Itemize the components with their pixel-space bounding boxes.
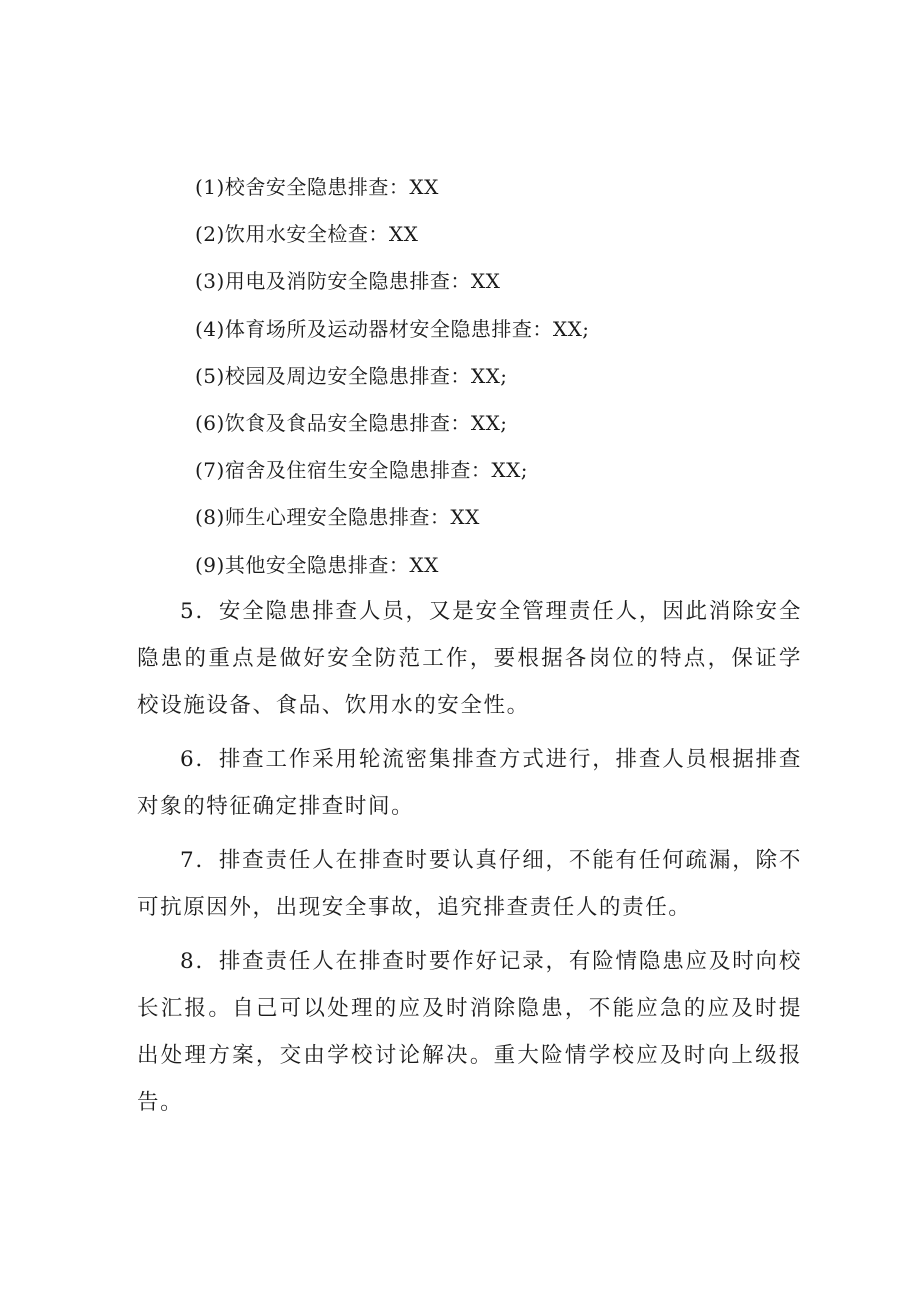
inspection-checklist (195, 164, 835, 589)
body-paragraphs (137, 588, 802, 1133)
checklist-item-2: (2)饮用水安全检查：XX (195, 222, 419, 247)
checklist-item-4: (4)体育场所及运动器材安全隐患排查：XX; (195, 316, 590, 341)
checklist-item-9: (9)其他安全隐患排查：XX (195, 552, 439, 577)
checklist-item-8: (8)师生心理安全隐患排查：XX (195, 505, 480, 530)
paragraph-5: 5．安全隐患排查人员，又是安全管理责任人，因此消除安全隐患的重点是做好安全防范工作，要根据各岗位的特点，保证学校设施设备、食品、饮用水的安全性。 (137, 599, 802, 718)
checklist-item-6: (6)饮食及食品安全隐患排查：XX; (195, 410, 508, 435)
checklist-item-1: (1)校舍安全隐患排查：XX (195, 175, 439, 199)
checklist-item-3: (3)用电及消防安全隐患排查：XX (195, 269, 501, 294)
checklist-item-5: (5)校园及周边安全隐患排查：XX; (195, 363, 508, 388)
checklist-item-7: (7)宿舍及住宿生安全隐患排查：XX; (195, 458, 529, 483)
paragraph-8: 8．排查责任人在排查时要作好记录，有险情隐患应及时向校长汇报。自己可以处理的应及时消除隐患，不能应急的应及时提出处理方案，交由学校讨论解决。重大险情学校应及时向上级报告。 (137, 949, 802, 1115)
paragraph-7: 7．排查责任人在排查时要认真仔细，不能有任何疏漏，除不可抗原因外，出现安全事故，追究排查责任人的责任。 (137, 848, 802, 920)
paragraph-6: 6．排查工作采用轮流密集排查方式进行，排查人员根据排查对象的特征确定排查时间。 (137, 747, 802, 819)
